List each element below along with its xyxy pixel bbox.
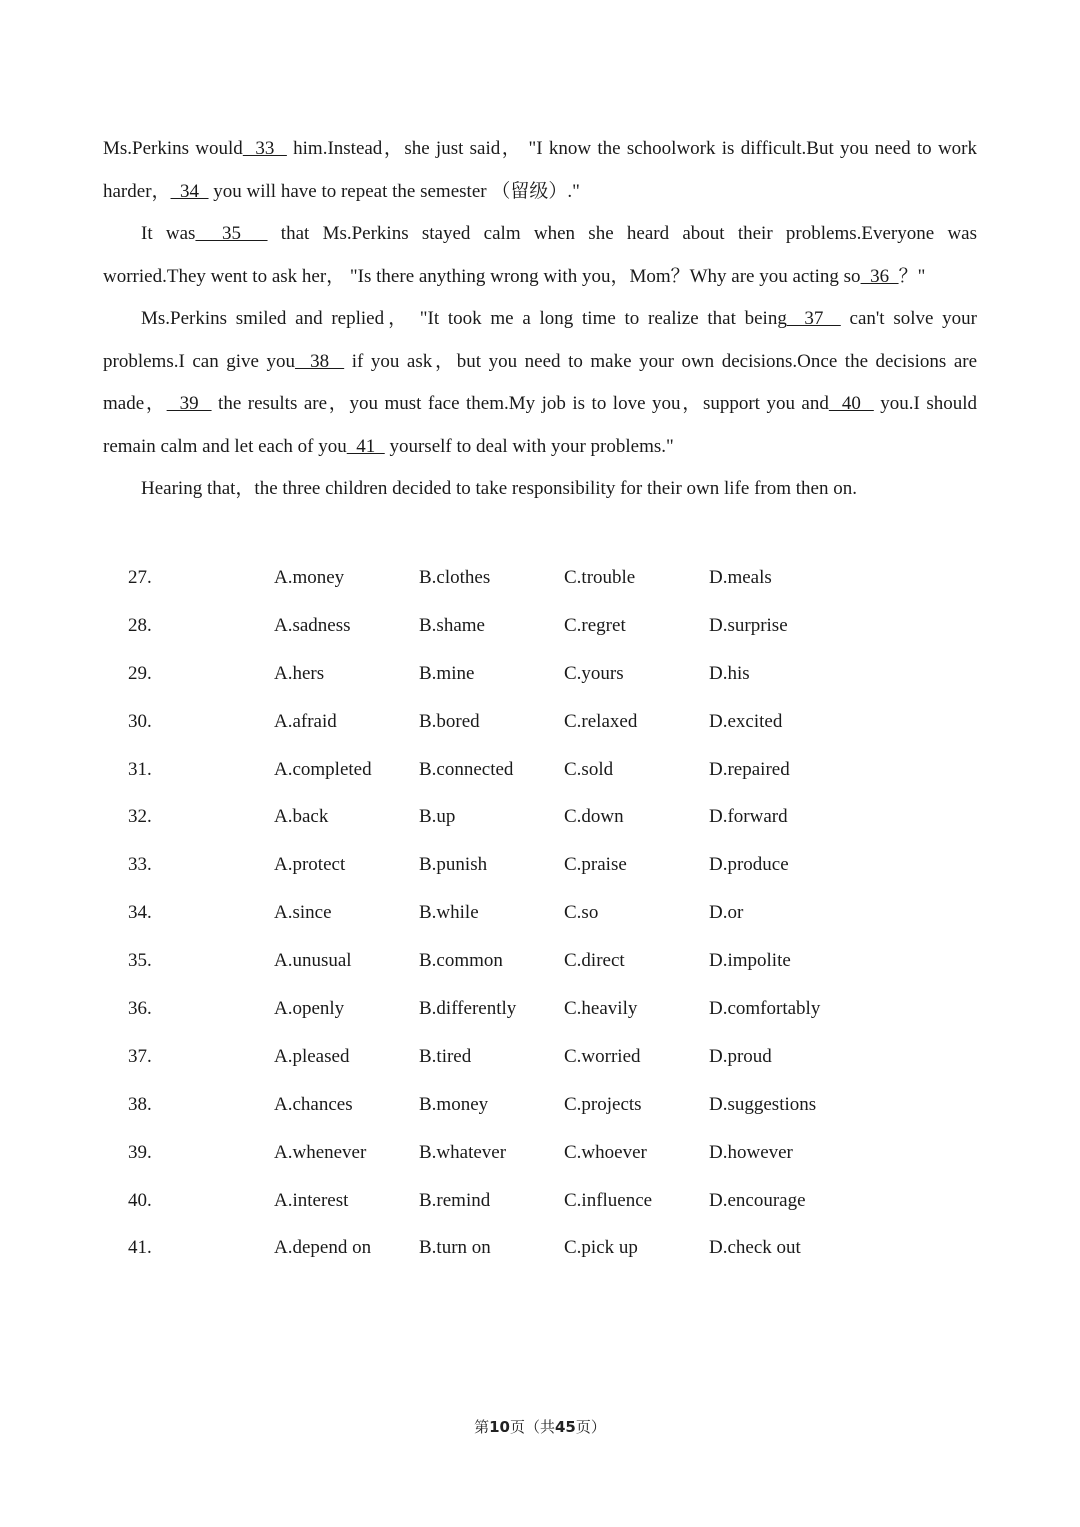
option-d: D.check out	[709, 1237, 801, 1259]
option-b: B.differently	[419, 998, 517, 1020]
passage-text: remain calm and let each of you	[103, 435, 347, 457]
passage-line	[103, 468, 977, 511]
passage-text: ？"	[898, 265, 926, 287]
passage-text: Ms.Perkins would	[103, 138, 243, 159]
question-number: 28.	[128, 614, 152, 636]
option-c: C.relaxed	[564, 710, 638, 732]
option-b: B.tired	[419, 1045, 472, 1067]
question-number: 40.	[128, 1189, 152, 1211]
question-number: 39.	[128, 1141, 152, 1163]
passage-line	[103, 298, 977, 341]
option-d: D.however	[709, 1141, 793, 1163]
option-c: C.projects	[564, 1093, 642, 1115]
option-row	[128, 602, 928, 650]
option-a: A.whenever	[274, 1141, 367, 1163]
blank-39: 39	[166, 393, 212, 414]
option-a: A.chances	[274, 1093, 353, 1115]
option-c: C.heavily	[564, 998, 638, 1020]
option-d: D.excited	[709, 710, 783, 732]
answer-options	[128, 554, 928, 1272]
option-a: A.since	[274, 902, 332, 924]
option-d: D.forward	[709, 806, 788, 828]
blank-40: 40	[828, 393, 874, 414]
option-b: B.while	[419, 902, 479, 924]
blank-36: 36	[860, 265, 899, 287]
option-row	[128, 698, 928, 746]
option-d: D.produce	[709, 854, 789, 876]
passage-line	[103, 128, 977, 171]
option-row	[128, 1224, 928, 1272]
option-row	[128, 1177, 928, 1225]
option-d: D.comfortably	[709, 998, 821, 1020]
option-row	[128, 650, 928, 698]
footer-text: 第	[474, 1418, 490, 1436]
option-d: D.surprise	[709, 614, 788, 636]
option-b: B.common	[419, 950, 503, 972]
question-number: 33.	[128, 854, 152, 876]
question-number: 37.	[128, 1045, 152, 1067]
passage-text: can't solve your	[840, 308, 977, 329]
option-b: B.clothes	[419, 567, 491, 588]
option-row	[128, 889, 928, 937]
passage-line	[103, 341, 977, 384]
question-number: 31.	[128, 758, 152, 780]
option-a: A.openly	[274, 998, 345, 1020]
option-row	[128, 1129, 928, 1177]
passage-text: made，	[103, 393, 167, 414]
passage-text: Hearing that，the three children decided to take responsibility for their own life from then on.	[141, 478, 857, 499]
option-c: C.direct	[564, 950, 625, 972]
passage-line	[103, 171, 977, 214]
option-b: B.mine	[419, 662, 475, 684]
option-row	[128, 793, 928, 841]
passage-text: you.I should	[873, 393, 978, 414]
passage-text: worried.They went to ask her， "Is there anything wrong with you，Mom？Why are you acting so	[103, 265, 861, 287]
option-a: A.back	[274, 806, 329, 828]
option-d: D.repaired	[709, 758, 790, 780]
option-d: D.proud	[709, 1045, 772, 1067]
option-a: A.afraid	[274, 710, 337, 732]
option-b: B.turn on	[419, 1237, 491, 1259]
option-row	[128, 554, 928, 602]
option-a: A.unusual	[274, 950, 352, 972]
total-pages: 45	[555, 1418, 576, 1436]
passage-text: that Ms.Perkins stayed calm when she heard about their problems.Everyone was	[267, 223, 978, 244]
option-d: D.his	[709, 662, 750, 684]
option-a: A.hers	[274, 662, 325, 684]
option-d: D.suggestions	[709, 1093, 817, 1115]
option-b: B.whatever	[419, 1141, 507, 1163]
option-c: C.sold	[564, 758, 614, 780]
option-a: A.money	[274, 567, 345, 588]
footer-text: 页（共	[509, 1418, 555, 1436]
blank-34: 34	[170, 180, 209, 202]
option-d: D.meals	[709, 567, 772, 588]
passage-text: problems.I can give you	[103, 350, 295, 372]
blank-37: 37	[786, 308, 841, 329]
question-number: 35.	[128, 950, 152, 972]
option-c: C.influence	[564, 1189, 653, 1211]
question-number: 32.	[128, 806, 152, 828]
passage-text: yourself to deal with your problems."	[384, 435, 674, 457]
passage-line	[103, 383, 977, 426]
blank-38: 38	[295, 350, 345, 372]
passage-line	[103, 256, 977, 299]
passage-text: if you ask，but you need to make your own decisions.Once the decisions are	[344, 350, 978, 372]
option-c: C.whoever	[564, 1141, 647, 1163]
option-d: D.encourage	[709, 1189, 806, 1211]
option-a: A.pleased	[274, 1045, 350, 1067]
passage-line	[103, 213, 977, 256]
option-c: C.down	[564, 806, 624, 828]
page-footer	[0, 1416, 1080, 1437]
option-row	[128, 841, 928, 889]
option-row	[128, 1033, 928, 1081]
page-number: 10	[489, 1418, 510, 1436]
option-a: A.protect	[274, 854, 346, 876]
passage-text: Ms.Perkins smiled and replied， "It took me a long time to realize that being	[141, 308, 787, 329]
option-d: D.impolite	[709, 950, 791, 972]
option-b: B.remind	[419, 1189, 491, 1211]
question-number: 27.	[128, 567, 152, 588]
option-a: A.completed	[274, 758, 372, 780]
option-c: C.pick up	[564, 1237, 638, 1259]
passage-text: the results are，you must face them.My job is to love you，support you and	[211, 393, 829, 414]
passage-text: harder，	[103, 180, 171, 202]
passage	[103, 128, 977, 511]
option-c: C.yours	[564, 662, 624, 684]
passage-text: him.Instead，she just said， "I know the schoolwork is difficult.But you need to work	[286, 138, 977, 159]
option-c: C.so	[564, 902, 599, 924]
blank-33: 33	[242, 138, 287, 159]
option-d: D.or	[709, 902, 744, 924]
option-b: B.punish	[419, 854, 488, 876]
option-row	[128, 937, 928, 985]
option-c: C.worried	[564, 1045, 641, 1067]
passage-line	[103, 426, 977, 469]
option-a: A.sadness	[274, 614, 351, 636]
option-a: A.interest	[274, 1189, 349, 1211]
option-b: B.connected	[419, 758, 514, 780]
blank-35: 35	[195, 223, 268, 244]
question-number: 36.	[128, 998, 152, 1020]
option-c: C.praise	[564, 854, 627, 876]
option-b: B.bored	[419, 710, 480, 732]
question-number: 29.	[128, 662, 152, 684]
option-c: C.trouble	[564, 567, 636, 588]
option-row	[128, 746, 928, 794]
passage-text: It was	[141, 223, 196, 244]
option-a: A.depend on	[274, 1237, 372, 1259]
blank-41: 41	[346, 435, 385, 457]
question-number: 38.	[128, 1093, 152, 1115]
option-b: B.money	[419, 1093, 489, 1115]
option-b: B.shame	[419, 614, 485, 636]
question-number: 34.	[128, 902, 152, 924]
option-row	[128, 985, 928, 1033]
question-number: 41.	[128, 1237, 152, 1259]
option-b: B.up	[419, 806, 456, 828]
passage-text: you will have to repeat the semester （留级）."	[208, 180, 580, 202]
option-c: C.regret	[564, 614, 626, 636]
question-number: 30.	[128, 710, 152, 732]
footer-text: 页）	[575, 1418, 606, 1436]
option-row	[128, 1081, 928, 1129]
